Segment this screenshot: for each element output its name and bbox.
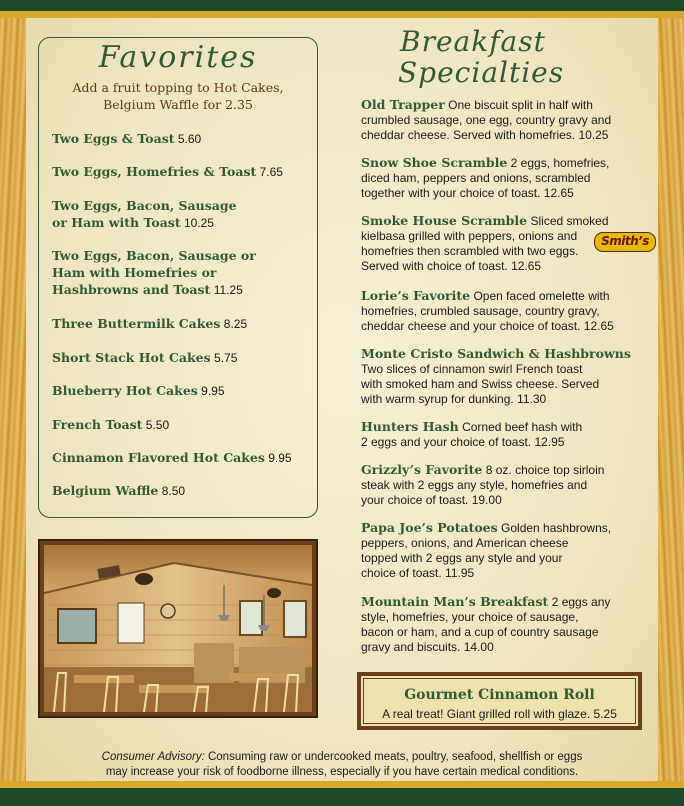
specialties-title [400, 26, 600, 88]
item-price: 7.65 [259, 165, 283, 179]
favorites-note-line: Belgium Waffle for 2.35 [103, 97, 253, 112]
item-desc: topped with 2 eggs any style and your [361, 551, 563, 565]
item-desc: your choice of toast. 19.00 [361, 493, 502, 507]
item-name: Belgium Waffle [52, 483, 159, 498]
item-desc: homefries then scrambled with two eggs. [361, 244, 579, 258]
favorite-item [52, 449, 314, 467]
item-price: 11.25 [213, 283, 243, 297]
item-desc: style, homefries, your choice of sausage, [361, 610, 579, 624]
bottom-border-gold [0, 781, 684, 788]
specialty-item [361, 155, 647, 201]
restaurant-photo-frame [38, 539, 318, 718]
item-desc: 8 oz. choice top sirloin [485, 463, 605, 477]
item-desc: Corned beef hash with [462, 420, 583, 434]
item-name: Mountain Man’s Breakfast [361, 594, 549, 609]
specialty-item [361, 594, 647, 655]
item-desc: gravy and biscuits. 14.00 [361, 640, 494, 654]
item-desc: crumbled sausage, one egg, country gravy and [361, 113, 612, 127]
item-desc: with warm syrup for dunking. 11.30 [361, 392, 547, 406]
item-name: Lorie’s Favorite [361, 288, 471, 303]
item-desc: Sliced smoked [530, 214, 609, 228]
restaurant-interior-photo [44, 545, 312, 712]
wood-edge-right [658, 18, 684, 781]
item-price: 9.95 [201, 384, 225, 398]
item-desc: peppers, onions, and American cheese [361, 536, 569, 550]
favorites-note-line: Add a fruit topping to Hot Cakes, [72, 80, 284, 95]
item-name: Papa Joe’s Potatoes [361, 520, 498, 535]
item-price: 9.95 [268, 451, 292, 465]
item-desc: 2 eggs and your choice of toast. 12.95 [361, 435, 565, 449]
favorite-item [52, 482, 314, 500]
favorite-item [52, 315, 314, 333]
top-border-gold [0, 11, 684, 18]
item-desc: cheddar cheese and your choice of toast. 12.65 [361, 319, 614, 333]
item-desc: One biscuit split in half with [448, 98, 593, 112]
bottom-border [0, 788, 684, 806]
item-desc: diced ham, peppers and onions, scrambled [361, 171, 591, 185]
specialties-title-line: Specialties [398, 56, 565, 89]
item-name: Two Eggs, Homefries & Toast [52, 164, 257, 179]
item-name: Snow Shoe Scramble [361, 155, 508, 170]
item-desc: steak with 2 eggs any style, homefries and [361, 478, 588, 492]
favorite-item [52, 163, 314, 181]
favorites-title: Favorites [98, 40, 258, 75]
item-desc: kielbasa grilled with peppers, onions and [361, 229, 578, 243]
specialty-item [361, 97, 647, 143]
favorite-item [52, 382, 314, 400]
item-price: 5.75 [214, 351, 238, 365]
item-name: Two Eggs, Bacon, Sausage or [52, 248, 256, 263]
favorites-note [48, 79, 308, 113]
advisory-text: may increase your risk of foodborne illness, especially if you have certain medical conditions. [105, 766, 579, 778]
item-desc: cheddar cheese. Served with homefries. 10.25 [361, 128, 609, 142]
item-desc: together with your choice of toast. 12.65 [361, 186, 574, 200]
item-name: French Toast [52, 417, 143, 432]
favorite-item [52, 416, 314, 434]
item-desc: Open faced omelette with [473, 289, 610, 303]
specialty-item [361, 462, 647, 508]
item-name: Short Stack Hot Cakes [52, 350, 211, 365]
top-border [0, 0, 684, 11]
item-name: Two Eggs, Bacon, Sausage [52, 198, 237, 213]
featured-title: Gourmet Cinnamon Roll [404, 687, 595, 703]
item-desc: Served with choice of toast. 12.65 [361, 259, 542, 273]
item-desc: Golden hashbrowns, [501, 521, 612, 535]
item-name: Three Buttermilk Cakes [52, 316, 221, 331]
item-desc: bacon or ham, and a cup of country sausage [361, 625, 599, 639]
item-name: Hashbrowns and Toast [52, 282, 211, 297]
item-price: 5.60 [177, 132, 202, 146]
item-name: or Ham with Toast [52, 215, 181, 230]
featured-cinnamon-roll-box [357, 672, 642, 730]
specialties-title-line: Breakfast [400, 25, 546, 58]
item-price: 5.50 [145, 418, 170, 432]
featured-desc: A real treat! Giant grilled roll with glaze. 5.25 [382, 707, 617, 721]
item-name: Old Trapper [361, 97, 445, 112]
smiths-logo-badge: Smith’s [594, 232, 656, 252]
consumer-advisory [38, 750, 646, 780]
specialty-item [361, 419, 647, 450]
advisory-text: Consuming raw or undercooked meats, poultry, seafood, shellfish or eggs [207, 751, 583, 763]
item-name: Monte Cristo Sandwich & Hashbrowns [361, 346, 631, 361]
item-desc: with smoked ham and Swiss cheese. Served [361, 377, 600, 391]
item-price: 8.50 [161, 484, 186, 498]
item-name: Hunters Hash [361, 419, 459, 434]
item-desc: choice of toast. 11.95 [361, 566, 475, 580]
item-name: Cinnamon Flavored Hot Cakes [52, 450, 265, 465]
item-name: Smoke House Scramble [361, 213, 528, 228]
item-name: Ham with Homefries or [52, 265, 217, 280]
favorite-item [52, 349, 314, 367]
item-desc: Two slices of cinnamon swirl French toast [361, 362, 583, 376]
item-price: 8.25 [223, 317, 248, 331]
favorite-item [52, 197, 314, 232]
item-desc: homefries, crumbled sausage, country gravy, [361, 304, 600, 318]
item-name: Grizzly’s Favorite [361, 462, 483, 477]
specialty-item [361, 520, 647, 581]
specialty-item [361, 346, 647, 407]
advisory-label: Consumer Advisory: [101, 751, 205, 763]
item-name: Blueberry Hot Cakes [52, 383, 198, 398]
specialty-item [361, 288, 647, 334]
item-desc: 2 eggs any [551, 595, 611, 609]
item-price: 10.25 [183, 216, 214, 230]
item-name: Two Eggs & Toast [52, 131, 175, 146]
favorite-item [52, 130, 314, 148]
wood-edge-left [0, 18, 26, 781]
item-desc: 2 eggs, homefries, [510, 156, 610, 170]
favorite-item [52, 247, 314, 299]
